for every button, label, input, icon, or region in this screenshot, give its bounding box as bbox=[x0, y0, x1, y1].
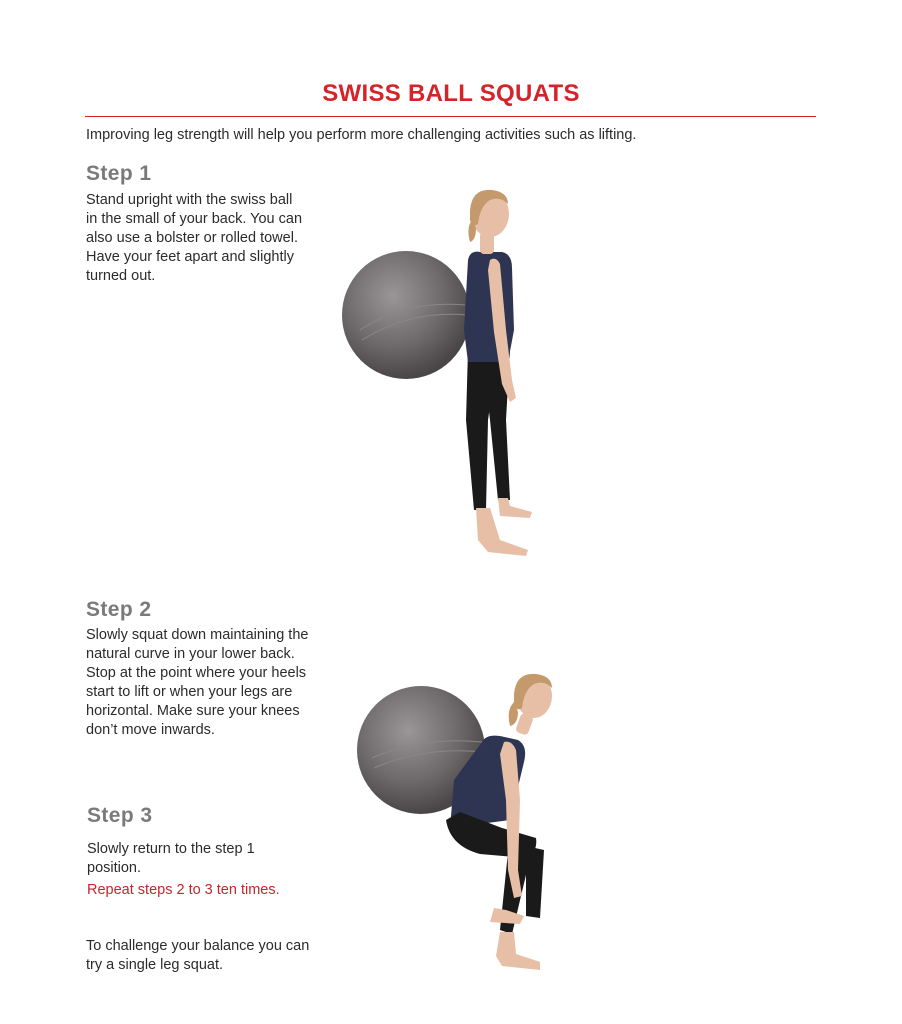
step-2-text bbox=[86, 626, 308, 740]
step-2-line: don’t move inwards. bbox=[86, 722, 215, 738]
step-1-line: in the small of your back. You can bbox=[86, 211, 303, 227]
step-3-repeat-text: Repeat steps 2 to 3 ten times. bbox=[87, 882, 280, 898]
step-1-heading: Step 1 bbox=[86, 162, 152, 185]
intro-text: Improving leg strength will help you perform more challenging activities such as lifting. bbox=[86, 127, 637, 143]
challenge-text bbox=[86, 937, 309, 975]
step-3-line: position. bbox=[87, 860, 142, 876]
standing-with-ball-illustration bbox=[330, 180, 550, 570]
step-3-line: Slowly return to the step 1 bbox=[87, 841, 255, 857]
challenge-line: try a single leg squat. bbox=[86, 957, 224, 973]
step-2-heading: Step 2 bbox=[86, 598, 152, 621]
step-2-line: Slowly squat down maintaining the bbox=[86, 627, 309, 643]
step-1-line: Have your feet apart and slightly bbox=[86, 249, 294, 265]
step-2-line: natural curve in your lower back. bbox=[86, 646, 295, 662]
page-title: SWISS BALL SQUATS bbox=[322, 80, 580, 107]
squatting-with-ball-illustration bbox=[350, 670, 570, 990]
title-divider bbox=[85, 116, 816, 117]
step-3-text bbox=[87, 840, 255, 878]
step-2-line: horizontal. Make sure your knees bbox=[86, 703, 300, 719]
step-2-line: Stop at the point where your heels bbox=[86, 665, 307, 681]
challenge-line: To challenge your balance you can bbox=[86, 938, 310, 954]
step-1-line: also use a bolster or rolled towel. bbox=[86, 230, 298, 246]
step-1-line: Stand upright with the swiss ball bbox=[86, 192, 293, 208]
step-3-heading: Step 3 bbox=[87, 804, 153, 827]
step-2-line: start to lift or when your legs are bbox=[86, 684, 293, 700]
swiss-ball bbox=[342, 251, 470, 379]
step-1-text bbox=[86, 191, 302, 286]
step-1-line: turned out. bbox=[86, 268, 156, 284]
